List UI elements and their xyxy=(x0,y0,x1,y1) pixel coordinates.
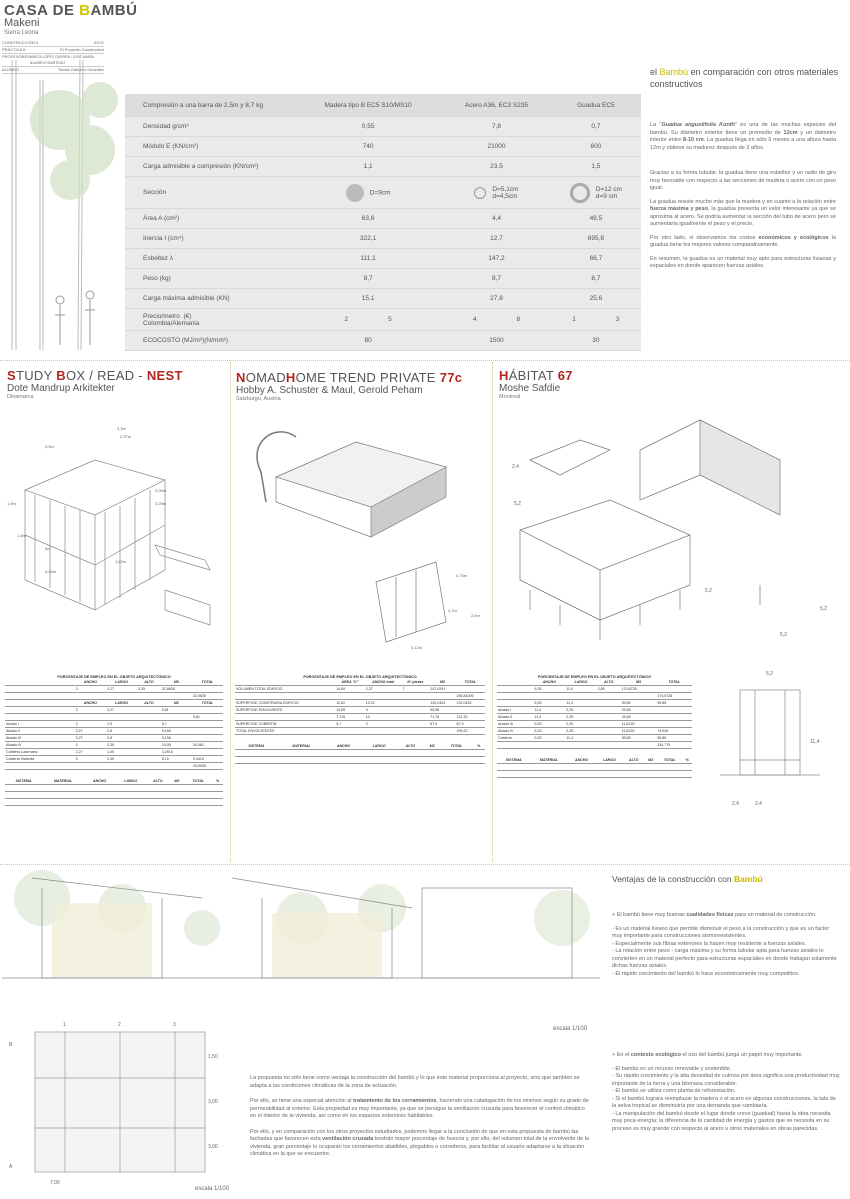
svg-text:3: 3 xyxy=(173,1022,176,1028)
svg-text:1,82m: 1,82m xyxy=(115,559,127,564)
habitat-axonometric xyxy=(500,410,827,655)
svg-text:1,9m: 1,9m xyxy=(7,501,16,506)
city-name: Makeni xyxy=(4,17,40,29)
svg-text:B: B xyxy=(9,1042,13,1048)
nomadhome-header: NOMADHOME TREND PRIVATE 77c Hobby A. Schuster & Maul, Gerold Peham Salzburgo, Austria xyxy=(236,370,463,402)
bamboo-sketch xyxy=(0,60,125,350)
advantages-text: + El bambú tiene muy buenas cualidades físicas para un material de construcción. - Es un material liviano que permite disminuir el peso a la construcción y que es un factor muy importante para construcciones sismorresistentes. - Especialmente sus fibras exteriores la hacen muy resistente a fuerzas axiales. - La relación entre peso - carga máxima y su forma tubular apta para fuerzas axiales lo convierten en un material perfecto para estructuras espaciales en donde trabajan solamente dichas fuerzas axiales. - El rápido crecimiento del bambú lo hace económicamente muy competitivo. xyxy=(612,912,837,977)
svg-text:5,2: 5,2 xyxy=(766,671,773,677)
material-comparison-text: La "Guadua angustifolia Kunth" es una de las muchas especies del bambú. Su diámetro exterior tiene un promedio de 12cm y un diámetro interior entre 8-10 cm. La guadua llega en sólo 6 meses a una altura hasta 12m y obtiene su madurez después de 3 años. Gracias a su forma tubular, la guadua tiene una esbeltez y un radio de giro muy favorable con respecto a las secciones de madera o acero con un peso igual. La guadua resiste mucho más que la madera y en cuanto a la relación entre fuerza máxima y peso, la guadua presenta un valor interesante ya que se aproxima al acero. Se podría aumentar la sección del tubo de acero pero se aumentaría igualmente el peso y el precio. Por otro lado, si observamos los costos económicos y ecológicos la guadua tiene los mejores valores comparativamente. En resumen, la guadua es un material muy apto para estructuras livianas y espaciales en donde aparecen fuerzas axiales. xyxy=(650,122,837,269)
svg-text:2,4: 2,4 xyxy=(755,801,762,807)
svg-text:5,2: 5,2 xyxy=(705,588,712,594)
svg-text:2,37m: 2,37m xyxy=(120,434,132,439)
svg-text:1: 1 xyxy=(63,1022,66,1028)
study-box-header: STUDY BOX / READ - NEST Dote Mandrup Arkitekter Dinamarca xyxy=(7,368,183,400)
ecological-text: + En el contexto ecológico el uso del bambú juega un papel muy importante. - El bambú es un recurso renovable y sostenible. - Su rápido crecimiento y la alta densidad de culmos por área significa una productividad muy importante de la tierra y una biomasa considerable. - El bambú se utiliza como planta de reforestación. - Si el bambú lograra reemplazar la madera o el acero en algunas construcciones, la tala de la selva tropical se disminuiría por una demanda que cambiaría. - La manipulación del bambú desde el lugar donde crece (guadual) hasta la obra necesita muy poca energía; la diferencia de la cantidad de energía y gastos que se necesita en su proceso es muy grande con respecto al acero u otros materiales en obras parecidas. xyxy=(612,1052,840,1132)
svg-text:0,12m: 0,12m xyxy=(411,645,423,650)
svg-text:3,00: 3,00 xyxy=(208,1099,218,1105)
habitat-header: HÁBITAT 67 Moshe Safdie Montreal xyxy=(499,368,573,400)
habitat-section-drawing xyxy=(700,665,845,815)
svg-text:5m: 5m xyxy=(45,546,51,551)
floor-plan xyxy=(5,1018,225,1190)
svg-text:A: A xyxy=(9,1164,13,1170)
divider xyxy=(0,864,850,865)
divider xyxy=(492,362,493,862)
nomadhome-axonometric xyxy=(236,412,486,652)
svg-text:2: 2 xyxy=(118,1022,121,1028)
material-comparison-title: el Bambú en comparación con otros materiales constructivos xyxy=(650,67,839,89)
svg-text:5,2: 5,2 xyxy=(780,632,787,638)
svg-text:7,00: 7,00 xyxy=(50,1180,60,1186)
wood-section-icon xyxy=(346,184,364,202)
svg-text:2,5m: 2,5m xyxy=(471,613,480,618)
svg-text:2,4: 2,4 xyxy=(732,801,739,807)
proposal-text: La propuesta no sólo tiene como ventaja la construcción del bambú y lo que éste material proporciona al proyecto, sino que también se adapta a las condiciones climáticas de la zona de actuación. Por ello, se tiene una especial atención al tratamiento de los cerramientos, haciendo una catalogación de los mismos según su grado de permeabilidad al exterior. Esta propiedad es muy importante, ya que se persigue la ventilación cruzada para favorecer el confort climático en el interior de la vivienda, así como en los espacios exteriores habitables. Por ello, y en comparación con los otros proyectos estudiados, podemos llegar a la conclusión de que en esta propuesta de bambú las fachadas que favorecen esta ventilación cruzada tendrán mayor porcentaje de huecos y, por ello, del volumen total de la envolvente de la vivienda, gran porcentaje lo ocuparán los cerramientos abatibles, plegables o correderos, para facilitar al usuario adaptarse a la situación climática en la que se encuentre. xyxy=(250,1075,589,1157)
steel-section-icon xyxy=(474,187,486,199)
svg-text:11,4: 11,4 xyxy=(810,739,820,745)
page-title: CASA DE BAMBÚ xyxy=(4,2,138,19)
svg-text:4,75m: 4,75m xyxy=(456,573,468,578)
study-box-axonometric xyxy=(5,420,225,650)
svg-text:5,2: 5,2 xyxy=(820,606,827,612)
svg-text:1,8m: 1,8m xyxy=(17,533,26,538)
svg-text:5,2: 5,2 xyxy=(514,501,521,507)
info-box: CONSTRUCCIÓN II 03.01 PRÁCTICA 8 El Proyecto Constructivo PROFESORES MARTA LÓPEZ GUERRA / JOSÉ MARÍA NAVARRO MARTÍNEZ ALUMNO Tomás Gallardo González xyxy=(2,40,104,72)
bamboo-section-icon xyxy=(570,183,590,203)
comparison-table: Compresión a una barra de 2,5m y 8,7 kg Madera tipo B EC5 S10/MS10 Acero A36, EC3 S235 Guadua EC5 Densidad g/cm³ 0,55 7,8 0,7 Módulo E (KN/cm²) 740 21000 600 Carga admisible a compresión (KN/cm²) 1,1 23,5 1,5 Sección D=9cm D=5,1cm d=4,5cm D=12 cm d=9 cm Área A (cm²) 63,6 4,4 49,5 Inercia I (cm⁴) 322,1 12,7 695,8 Esbeltez λ 111,1 147,2 66,7 Peso (kg) 8,7 8,7 8,7 Carga máxima admisible (KN) 15,1 27,8 25,6 Precio/metro (€) Colombia/Alemania 2 5 4 8 1 3 ECOCOSTO (MJ/m³)(N/mm²) 80 1500 30 xyxy=(125,94,641,350)
svg-text:5,05m: 5,05m xyxy=(45,569,57,574)
svg-text:3,3m: 3,3m xyxy=(117,426,126,431)
svg-text:2,2m: 2,2m xyxy=(448,608,457,613)
country-name: Sierra Leona xyxy=(4,30,39,36)
study-box-table: PORCENTAJE DE EMPLEO EN EL OBJETO ARQUITECTÓNICO ANCHO LARGO ALTO M3 TOTAL 3 3,27 3,35 32,8635 32,0635 ANCHO LARGO ALTO M2 TOTAL 3 3,27 9,81 9,81 Alzado I 3 1,9 5,7 Alzado II 3,27 2,8 9,156 Alzado III 3,27 2,8 9,156 Alzado IV 3 3,35 10,05 34,062 Cubierta Lucernario 2,27 1,45 3,2915 Cubierta Vivienda 3 2,05 6,15 9,4415 43,5035 SISTEMA MATERIAL ANCHO LARGO ALTO M2 TOTAL % xyxy=(5,675,223,806)
nomadhome-table: PORCENTAJE DE EMPLEO EN EL OBJETO ARQUITECTÓNICO ÁREA "C" ANCHO total Nº piezas M3 TOTAL VOLUMEN TOTAL EDIFICIO 14,89 2,37 7 247,0291 256,84206 SUPERFICIE CONSTRUIDA EDIFICIO 12,82 10,22 132,0424 132,0424 SUPERFICIE ENVOLVENTE 14,89 4 59,56 7,176 10 71,76 131,32 SUPERFICIE CUBIERTA 5,7 2 67,9 67,9 TOTAL ENVOLVENTES 199,22 SISTEMA MATERIAL ANCHO LARGO ALTO M2 TOTAL % xyxy=(235,675,485,764)
habitat-table: PORCENTAJE DE EMPLEO EN EL OBJETO ARQUITECTÓNICO ANCHO LARGO ALTO M3 TOTAL 6,35 11,4 2,85 170,6728 170,5728 5,25 11,4 59,85 59,85 Alzado I 11,4 2,25 25,65 Alzado II 11,4 2,25 25,65 Alzado III 5,25 2,25 11,8125 Alzado IV 5,25 2,25 11,8125 74,925 Cubierta 5,25 11,4 59,85 59,85 134,775 SISTEMA MATERIAL ANCHO LARGO ALTO M2 TOTAL % xyxy=(497,675,692,778)
svg-text:5,5m: 5,5m xyxy=(45,444,54,449)
svg-text:2,25m: 2,25m xyxy=(155,501,167,506)
svg-text:2,4: 2,4 xyxy=(512,464,519,470)
elevation-scale: escala 1/100 xyxy=(553,1026,588,1032)
divider xyxy=(0,360,850,361)
divider xyxy=(230,362,231,862)
advantages-title: Ventajas de la construcción con Bambú xyxy=(612,874,763,884)
plan-scale: escala 1/100 xyxy=(195,1186,230,1192)
svg-text:3,05m: 3,05m xyxy=(155,488,167,493)
svg-text:3,00: 3,00 xyxy=(208,1144,218,1150)
svg-text:1,50: 1,50 xyxy=(208,1054,218,1060)
elevation-drawings xyxy=(2,868,600,1008)
